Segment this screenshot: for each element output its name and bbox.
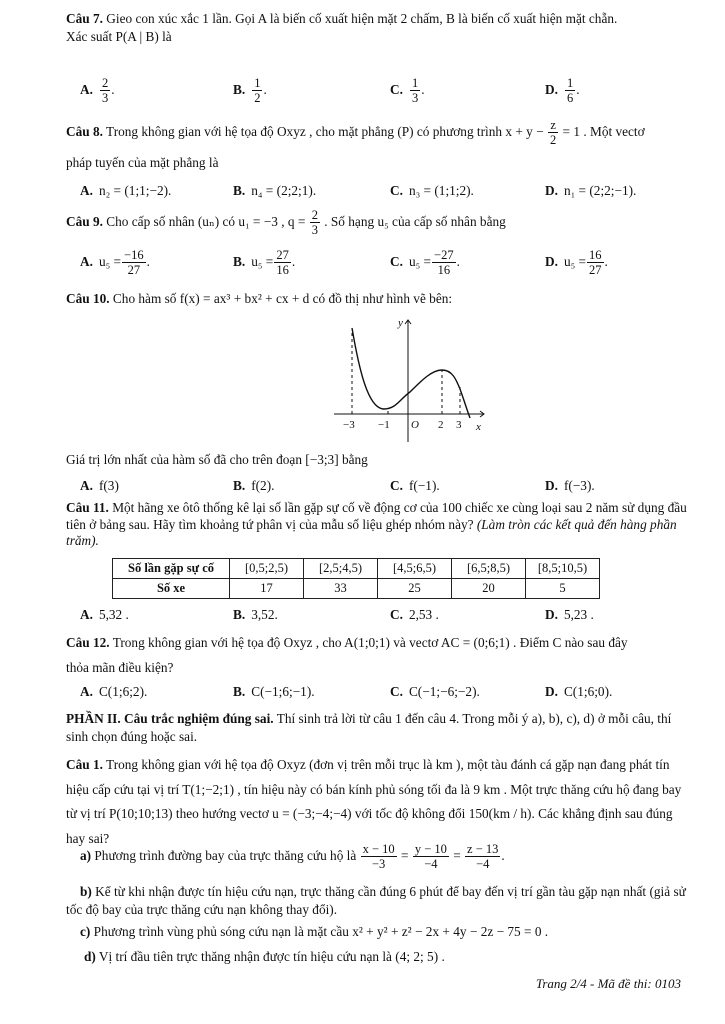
statement-d[interactable]: d) Vị trí đầu tiên trực thăng nhận được tín hiệu cứu nạn là (4; 2; 5) . — [84, 949, 445, 964]
option-c[interactable]: C. u₅ = $\frac{-27}{16}$ . — [390, 248, 460, 278]
part-2-question-1: Câu 1. Trong không gian với hệ tọa độ Oxyz (đơn vị trên mỗi trục là km ), một tàu đánh cá gặp nạn đang phát tín hiệu cấp cứu tại vị trí T(1;−2;1) , tín hiệu này có bán kính phủ sóng tối đa là 9 km . Một trực thăng cứu hộ đang bay từ vị trí P(10;10;13) theo hướng vectơ u = (−3;−4;−4) với tốc độ không đổi 150(km / h). Các khẳng định sau đúng hay sai? — [66, 757, 682, 846]
dashed-guides — [352, 330, 460, 414]
question-title: Câu 12. — [66, 635, 110, 650]
option-b[interactable]: B. f(2). — [233, 478, 275, 493]
tick-label: 2 — [438, 419, 444, 431]
fraction: $\frac{1}{3}$ — [411, 76, 419, 106]
fraction: $\frac{z}{2}$ — [549, 118, 557, 148]
option-b[interactable]: B. C(−1;6;−1). — [233, 684, 315, 699]
option-c[interactable]: C. f(−1). — [390, 478, 440, 493]
question-title: Câu 11. — [66, 500, 109, 515]
fraction: $\frac{2}{3}$ — [101, 76, 109, 106]
frequency-table — [112, 558, 600, 599]
option-b[interactable]: B. 3,52. — [233, 607, 278, 622]
fraction: $\frac{2}{3}$ — [311, 208, 318, 238]
option-d[interactable]: D. $\frac{1}{6}$ . — [545, 76, 580, 106]
option-a[interactable]: A. C(1;6;2). — [80, 684, 148, 699]
option-c[interactable]: C. $\frac{1}{3}$ . — [390, 76, 425, 106]
part-2-header: PHẦN II. Câu trắc nghiệm đúng sai. Thí sinh trả lời từ câu 1 đến câu 4. Trong mỗi ý a), b), c), d) ở mỗi câu, thí sinh chọn đúng hoặc sai. — [66, 711, 672, 744]
question-9: Câu 9. Cho cấp số nhân (uₙ) có u₁ = −3 , q = $\frac{2}{3}$ . Số hạng u₅ của cấp số nhân bằng — [66, 208, 506, 238]
question-text-2: Xác suất P(A | B) là — [66, 28, 172, 44]
page-footer: Trang 2/4 - Mã đề thi: 0103 — [535, 976, 681, 991]
question-7 — [66, 10, 695, 46]
option-a[interactable]: A. $\frac{2}{3}$ . — [80, 76, 115, 106]
tick-label: −3 — [343, 419, 355, 431]
question-11: Câu 11. Một hãng xe ôtô thống kê lại số lần gặp sự cố về động cơ của 100 chiếc xe cùng loại sau 2 năm sử dụng đầu tiên ở bảng sau. Hãy tìm khoảng tứ phân vị của mẫu số liệu ghép nhóm này? (Làm tròn các kết quả đến hàng phần trăm). — [66, 500, 687, 549]
question-10-prompt: Giá trị lớn nhất của hàm số đã cho trên đoạn [−3;3] bằng — [66, 452, 368, 467]
cubic-function-graph — [334, 314, 494, 444]
options-9 — [80, 248, 695, 288]
option-a[interactable]: A. 5,32 . — [80, 607, 129, 622]
option-b[interactable]: B. u₅ = $\frac{27}{16}$ . — [233, 248, 296, 278]
statement-a[interactable]: a) Phương trình đường bay của trực thăng cứu hộ là $\frac{x - 10}{-3}$ = $\frac{y - 10}{-4}$ = $\frac{z - 13}{-4}$ . — [80, 842, 505, 872]
option-d[interactable]: D. u₅ = $\frac{16}{27}$ . — [545, 248, 608, 278]
fraction: $\frac{1}{2}$ — [254, 76, 261, 106]
table-row: Số lần gặp sự cố [0,5;2,5) [2,5;4,5) [4,5;6,5) [6,5;8,5) [8,5;10,5) — [113, 559, 600, 579]
question-10: Câu 10. Cho hàm số f(x) = ax³ + bx² + cx + d có đồ thị như hình vẽ bên: — [66, 291, 453, 306]
option-c[interactable]: C. C(−1;−6;−2). — [390, 684, 480, 699]
question-title: Câu 7. — [66, 11, 103, 26]
options-7 — [80, 76, 695, 116]
question-12: Câu 12. Trong không gian với hệ tọa độ Oxyz , cho A(1;0;1) và vectơ AC = (0;6;1) . Điểm C nào sau đây thỏa mãn điều kiện? — [66, 635, 628, 676]
question-title: Câu 8. — [66, 123, 103, 139]
part-heading: PHẦN II. Câu trắc nghiệm đúng sai. — [66, 711, 274, 726]
table-row: Số xe 17 33 25 20 5 — [113, 579, 600, 599]
question-title: Câu 10. — [66, 291, 110, 306]
option-c[interactable]: C. 2,53 . — [390, 607, 439, 622]
statement-b[interactable]: b) Kể từ khi nhận được tín hiệu cứu nạn, trực thăng cần đúng 6 phút để bay đến vị trí gần tàu gặp nạn nhất (giả sử tốc độ bay của trực thăng cứu nạn không thay đổi). — [66, 884, 686, 917]
statement-c[interactable]: c) Phương trình vùng phủ sóng cứu nạn là mặt cầu x² + y² + z² − 2x + 4y − 2z − 75 = 0 . — [80, 924, 549, 939]
fraction: $\frac{1}{6}$ — [566, 76, 574, 106]
option-d[interactable]: D. n₁ = (2;2;−1). — [545, 183, 637, 198]
option-d[interactable]: D. 5,23 . — [545, 607, 594, 622]
origin-label: O — [411, 419, 419, 431]
option-a[interactable]: A. f(3) — [80, 478, 119, 493]
question-8: Câu 8. Trong không gian với hệ tọa độ Oxyz , cho mặt phẳng (P) có phương trình x + y − $\frac{z}{2}$ = 1 . Một vectơ pháp tuyến của mặt phẳng là — [66, 118, 645, 170]
option-d[interactable]: D. C(1;6;0). — [545, 684, 613, 699]
question-title: Câu 1. — [66, 757, 103, 772]
option-d[interactable]: D. f(−3). — [545, 478, 595, 493]
curve — [352, 328, 470, 418]
option-c[interactable]: C. n₃ = (1;1;2). — [390, 183, 474, 198]
tick-label: 3 — [456, 419, 462, 431]
question-text: Gieo con xúc xắc 1 lần. Gọi A là biến cố xuất hiện mặt 2 chấm, B là biến cố xuất hiện mặt chẵn. — [106, 11, 618, 26]
option-b[interactable]: B. $\frac{1}{2}$ . — [233, 76, 267, 106]
x-label: x — [476, 421, 481, 433]
tick-label: −1 — [378, 419, 390, 431]
option-b[interactable]: B. n₄ = (2;2;1). — [233, 183, 317, 198]
option-a[interactable]: A. u₅ = $\frac{-16}{27}$ . — [80, 248, 150, 278]
question-title: Câu 9. — [66, 213, 103, 229]
y-label: y — [398, 317, 403, 329]
option-a[interactable]: A. n₂ = (1;1;−2). — [80, 183, 172, 198]
